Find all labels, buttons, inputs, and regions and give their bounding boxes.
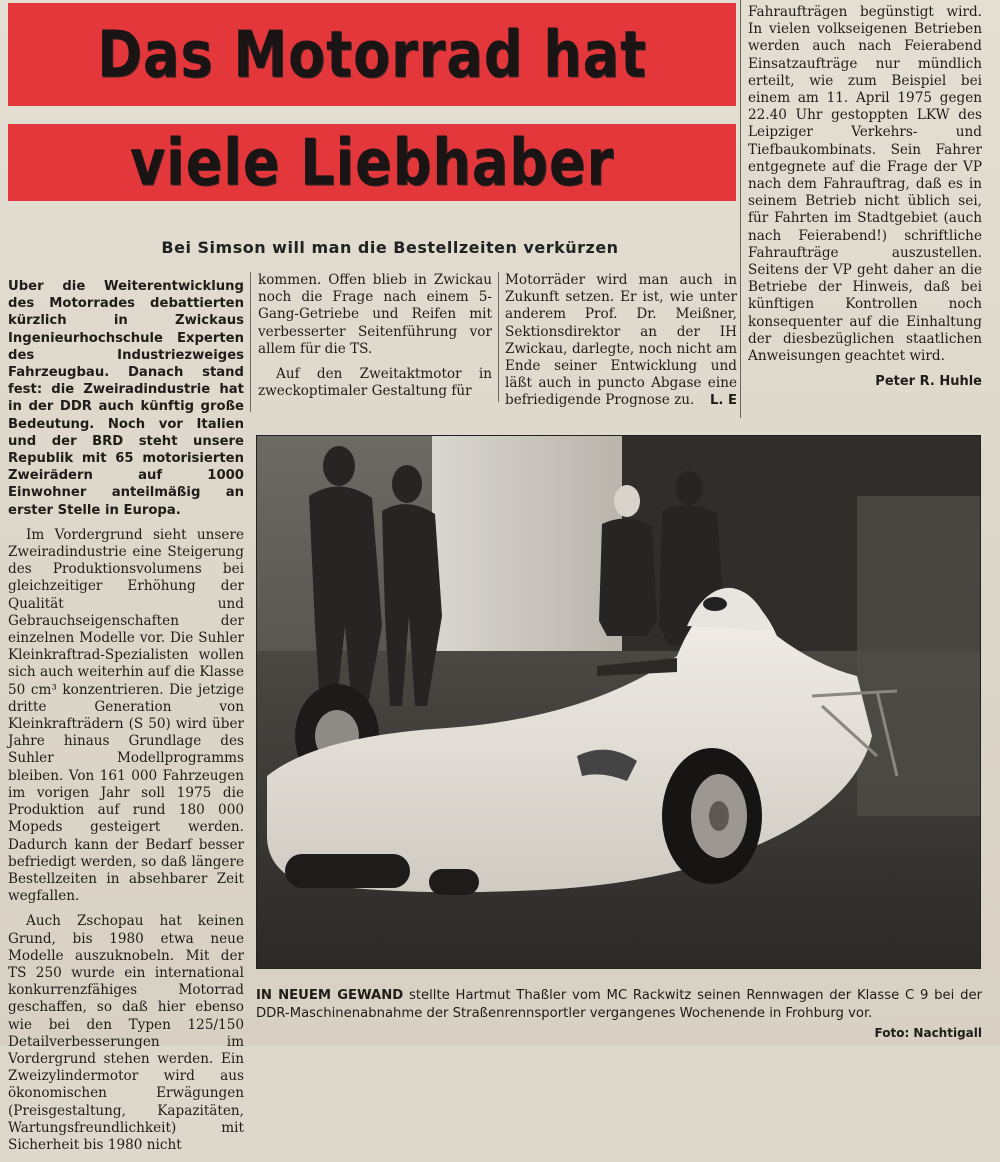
photo-credit: Foto: Nachtigall — [874, 1026, 982, 1040]
article-lead: Uber die Weiterentwicklung des Motorrades debattierten kürzlich in Zwickaus Ingenieurhochschule Experten des Industriezweiges Fahrzeugbau. Danach stand fest: die Zweiradindustrie hat in der DDR auch künftig große Bedeutung. Noch vor Italien und der BRD steht unsere Republik mit 65 motorisierten Zweirädern auf 1000 Einwohner anteilmäßig an erster Stelle in Europa. — [8, 279, 244, 518]
article-column-2 — [258, 272, 492, 408]
article-paragraph: Im Vordergrund sieht unsere Zweiradindustrie eine Steigerung des Produktionsvolumens bei gleichzeitiger Erhöhung der Qualität und Gebrauchseigenschaften der einzelnen Modelle vor. Die Suhler Kleinkraftrad-Spezialisten wollen sich auch weiterhin auf die Klasse 50 cm³ konzentrieren. Die jetzige dritte Generation von Kleinkrafträdern (S 50) wird über Jahre hinaus Grundlage des Suhler Modellprogramms bleiben. Von 161 000 Fahrzeugen im vorigen Jahr soll 1975 die Produktion auf rund 180 000 Mopeds gesteigert werden. Dadurch kann der Bedarf besser befriedigt werden, so daß längere Bestellzeiten in absehbarer Zeit wegfallen. — [8, 526, 245, 905]
article-paragraph: Fahraufträgen begünstigt wird. In vielen volkseigenen Betrieben werden auch nach Feierabend Einsatzaufträge nur mündlich erteilt, wie zum Beispiel bei einem am 11. April 1975 gegen 22.40 Uhr gestoppten LKW des Leipziger Verkehrs- und Tiefbaukombinats. Sein Fahrer entgegnete auf die Frage der VP nach dem Fahrauftrag, daß es in seinem Betrieb nicht üblich sei, für Fahrten im Stadtgebiet (auch nach Feierabend!) schriftliche Fahraufträge auszustellen. Seitens der VP geht daher an die Betriebe der Hinweis, daß bei künftigen Kontrollen noch konsequenter auf die Einhaltung der diesbezüglichen staatlichen Anweisungen geachtet wird. — [748, 4, 982, 365]
caption-text: stellte Hartmut Thaßler vom MC Rackwitz seinen Rennwagen der Klasse C 9 bei der DDR-Maschinenabnahme der Straßenrennsportler vergangenes Wochenende in Frohburg vor. — [256, 988, 982, 1021]
headline-line1: Das Motorrad hat — [97, 17, 647, 92]
article-column-1 — [8, 278, 244, 1162]
headline-banner-top — [8, 3, 736, 106]
column-divider — [498, 272, 499, 402]
headline-banner-bottom — [8, 124, 736, 201]
article-column-4 — [748, 4, 982, 390]
article-paragraph: Motorräder wird man auch in Zukunft setzen. Er ist, wie unter anderem Prof. Dr. Meißner, Sektionsdirektor an der IH Zwickau, darlegte, noch nicht am Ende seiner Entwicklung und läßt auch in puncto Abgase eine befriedigende Prognose zu. L. E — [505, 272, 737, 409]
race-car-photo — [256, 435, 981, 969]
article-column-3 — [505, 272, 737, 418]
column-divider — [250, 272, 251, 412]
article-signature: L. E — [709, 393, 737, 409]
article-paragraph: kommen. Offen blieb in Zwickau noch die Frage nach einem 5-Gang-Getriebe und Reifen mit verbesserter Seitenführung vor allem für die TS. — [258, 272, 492, 357]
photo-caption — [256, 987, 982, 1023]
article-paragraph: Auch Zschopau hat keinen Grund, bis 1980 etwa neue Modelle auszuknobeln. Mit der TS 250 wurde ein international konkurrenzfähiges Motorrad geschaffen, so daß hier ebenso wie bei den Typen 125/150 Detailverbesserungen im Vordergrund stehen werden. Ein Zweizylindermotor wird aus ökonomischen Erwägungen (Preisgestaltung, Kapazitäten, Wartungsfreundlichkeit) mit Sicherheit bis 1980 nicht — [8, 913, 244, 1153]
subheadline: Bei Simson will man die Bestellzeiten verkürzen — [161, 238, 619, 257]
author-name: Peter R. Huhle — [875, 374, 982, 390]
article-paragraph: Auf den Zweitaktmotor in zweckoptimaler Gestaltung für — [258, 366, 492, 400]
headline-line2: viele Liebhaber — [129, 125, 615, 200]
column-divider — [740, 0, 741, 418]
caption-lead: IN NEUEM GEWAND — [256, 988, 404, 1003]
